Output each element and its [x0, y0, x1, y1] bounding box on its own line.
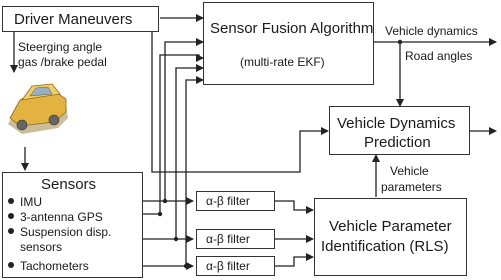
- vehicle-parameters-line2: parameters: [381, 180, 442, 194]
- sensors-title: Sensors: [41, 176, 97, 193]
- junction-dot: [184, 264, 188, 268]
- vehicle-parameters-line1: Vehicle: [390, 164, 429, 178]
- filter-label: α-β filter: [206, 194, 250, 208]
- driver-maneuvers-title: Driver Maneuvers: [14, 11, 133, 28]
- junction-dot: [163, 199, 167, 203]
- bullet-icon: [8, 198, 14, 204]
- alpha-beta-filter-1: [196, 191, 275, 211]
- sensor-item-label: IMU: [20, 195, 42, 209]
- suspension-to-fusion: [176, 68, 203, 239]
- sensor-item-label: Tachometers: [20, 259, 89, 273]
- filter3-to-rls: [275, 257, 313, 266]
- filter-label: α-β filter: [206, 259, 250, 273]
- junction-dot: [398, 40, 402, 44]
- sensor-fusion-title: Sensor Fusion Algorithm: [210, 20, 374, 37]
- car-illustration: [6, 76, 71, 147]
- sensor-item-tachometers: [8, 259, 89, 273]
- identification-line2: Identification (RLS): [321, 238, 449, 255]
- sensor-item-suspension: [8, 225, 111, 239]
- alpha-beta-filter-3: [196, 256, 275, 276]
- vehicle-dynamics-prediction-box: [329, 106, 470, 155]
- junction-dot: [158, 212, 162, 216]
- identification-line1: Vehicle Parameter: [329, 218, 452, 235]
- sensor-item-label: Suspension disp.: [20, 225, 112, 239]
- prediction-line1: Vehicle Dynamics: [337, 115, 456, 132]
- sensor-fusion-subtitle: (multi-rate EKF): [240, 55, 325, 69]
- road-angles-label: Road angles: [405, 49, 473, 63]
- vehicle-dynamics-label: Vehicle dynamics: [385, 24, 478, 38]
- bullet-icon: [8, 228, 14, 234]
- sensor-item-imu: [8, 195, 42, 209]
- filter-label: α-β filter: [206, 232, 250, 246]
- imu-to-fusion: [165, 42, 203, 201]
- filter1-to-rls: [275, 201, 313, 210]
- sensor-item-gps: [8, 210, 103, 224]
- prediction-line2: Prediction: [364, 134, 431, 151]
- driver-input-line1: Steerging angle: [18, 40, 103, 54]
- junction-dot: [174, 237, 178, 241]
- sensor-fusion-box: [203, 2, 374, 85]
- sensor-item-suspension-cont: sensors: [20, 240, 63, 254]
- bullet-icon: [8, 262, 14, 268]
- bullet-icon: [8, 213, 14, 219]
- vehicle-parameter-identification-box: [314, 198, 467, 276]
- sensor-item-label: 3-antenna GPS: [20, 210, 103, 224]
- driver-input-line2: gas /brake pedal: [18, 55, 107, 69]
- alpha-beta-filter-2: [196, 229, 275, 249]
- sensors-box: [2, 172, 143, 278]
- driver-maneuvers-box: [2, 6, 159, 32]
